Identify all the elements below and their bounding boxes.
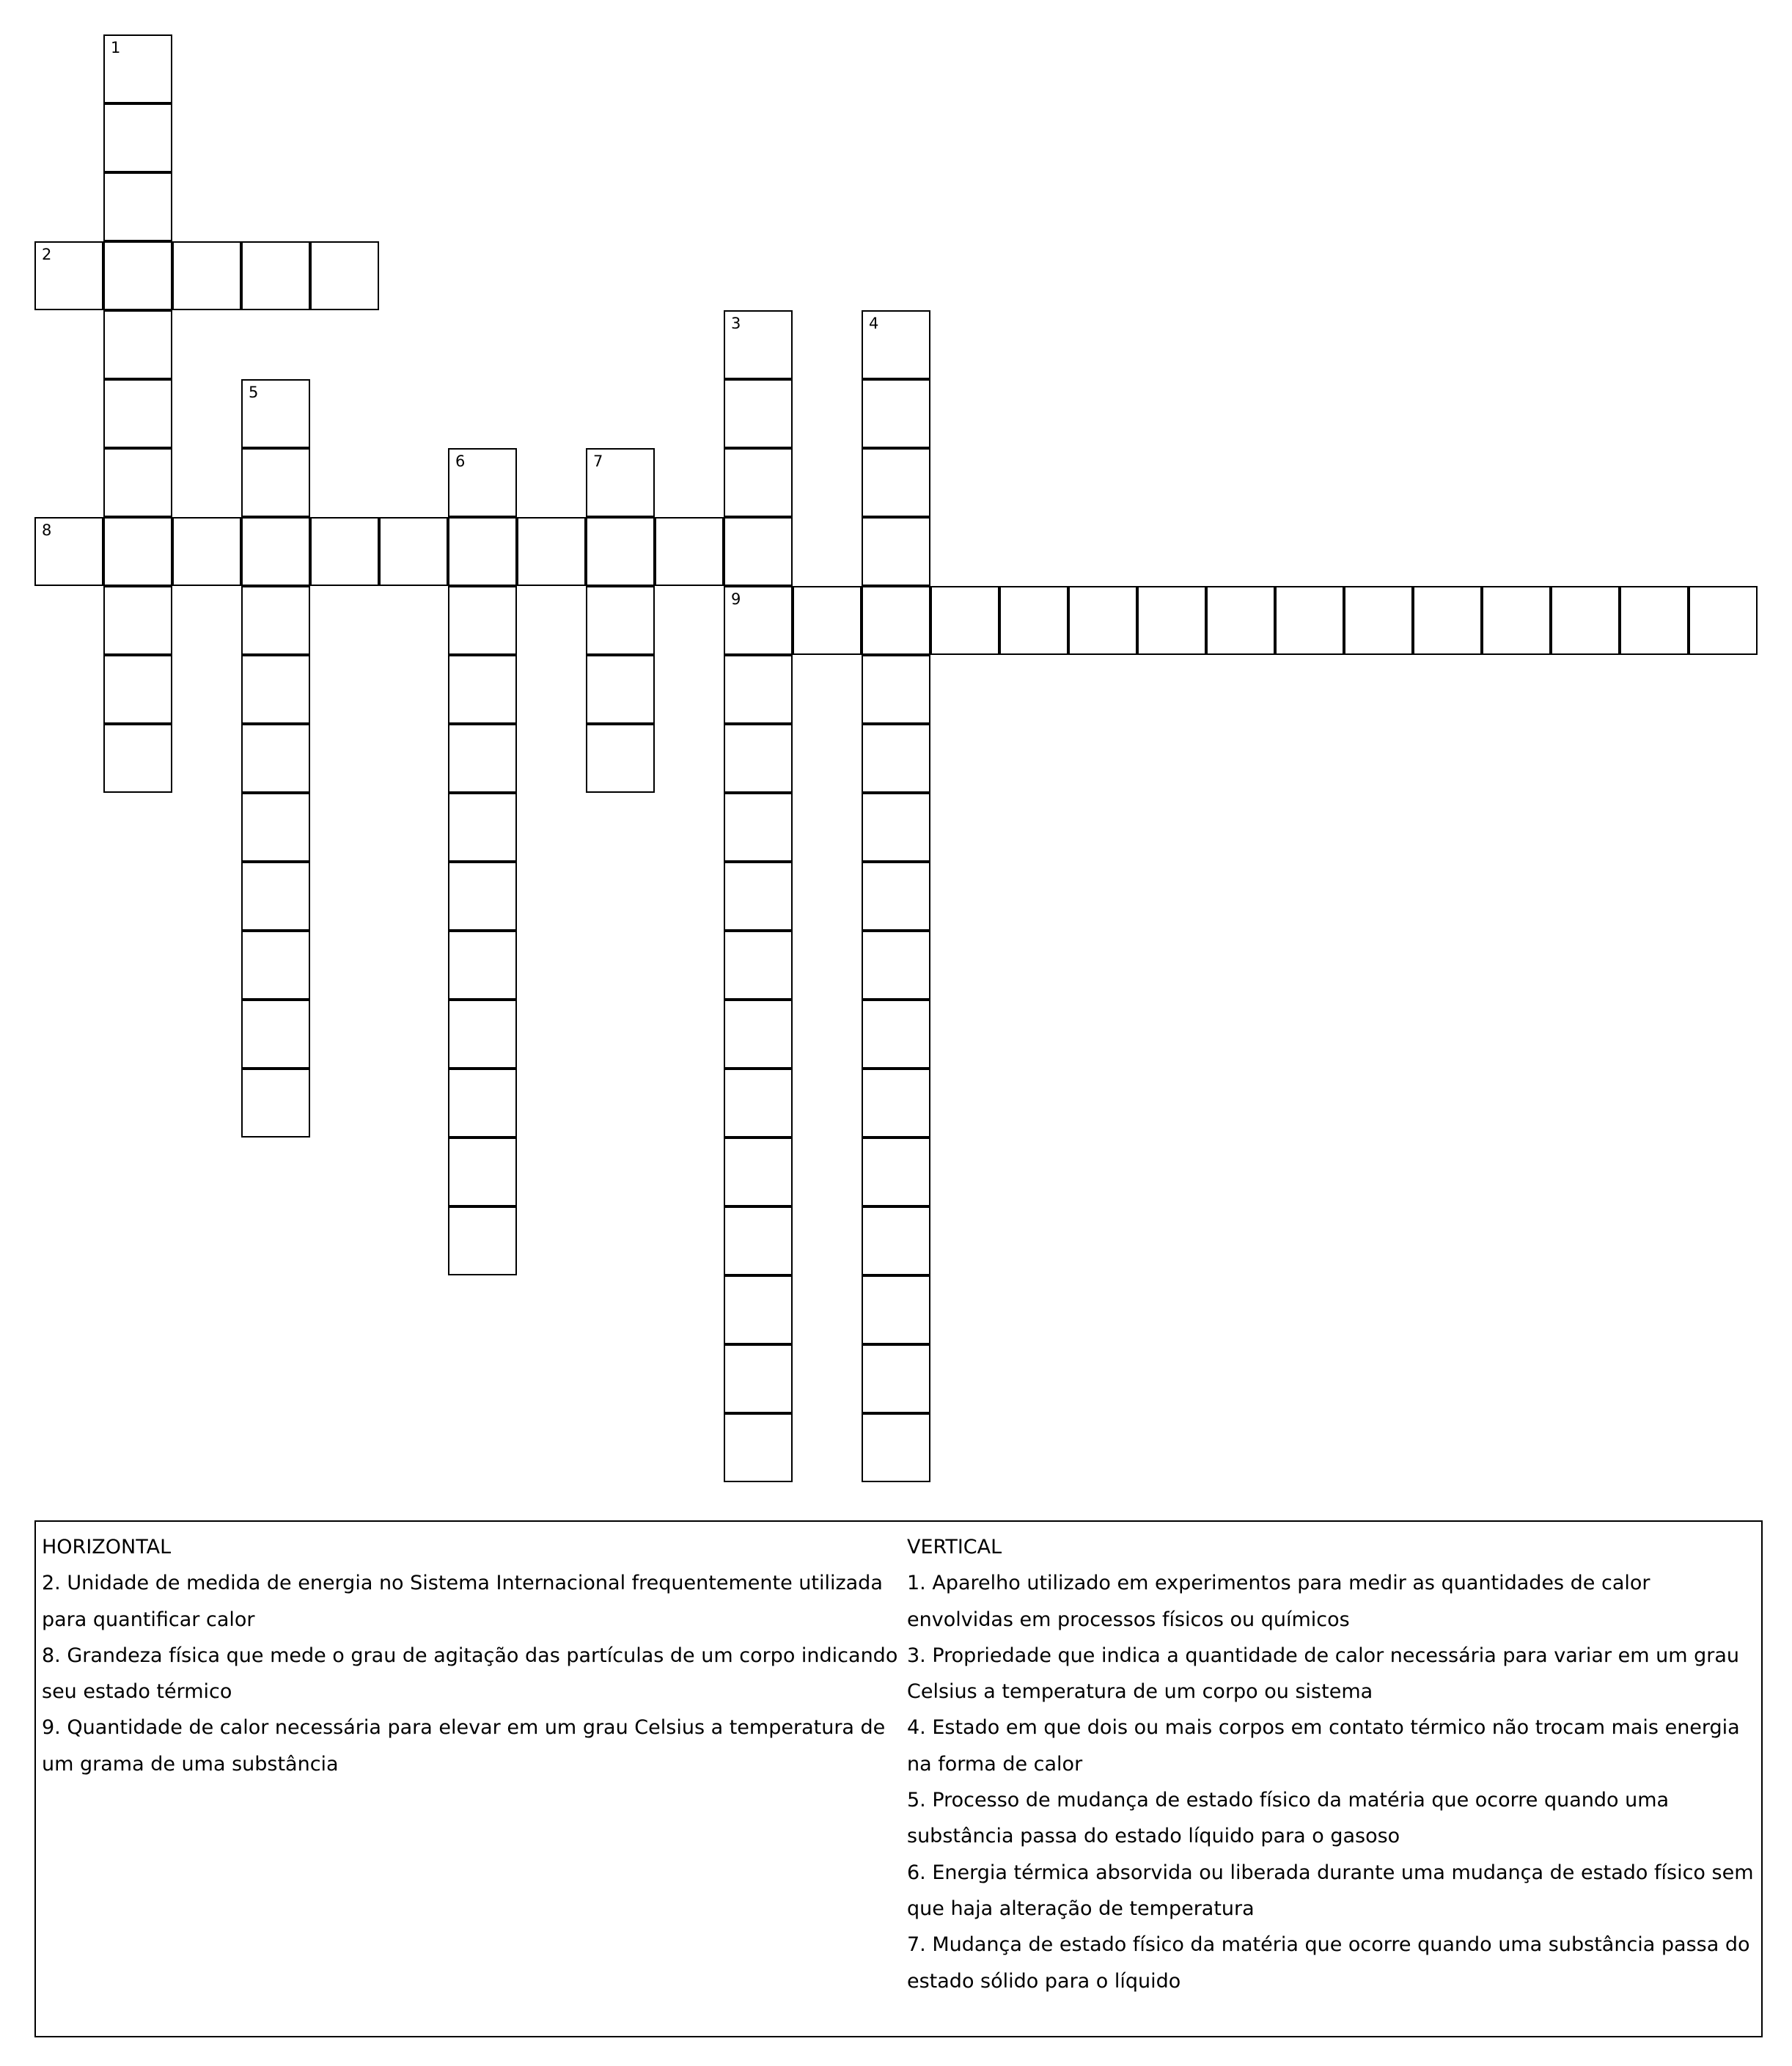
grid-cell[interactable] [1689, 586, 1758, 655]
grid-cell[interactable] [241, 793, 310, 862]
grid-cell[interactable] [586, 655, 655, 724]
grid-cell[interactable] [379, 517, 448, 586]
grid-cell[interactable] [103, 655, 172, 724]
grid-cell[interactable] [241, 517, 310, 586]
grid-cell[interactable] [241, 1000, 310, 1069]
grid-cell[interactable] [862, 586, 930, 655]
grid-cell[interactable] [724, 655, 793, 724]
grid-cell[interactable] [172, 517, 241, 586]
grid-cell[interactable] [103, 517, 172, 586]
grid-cell[interactable] [448, 1206, 517, 1275]
grid-cell[interactable] [1206, 586, 1275, 655]
grid-cell[interactable] [655, 517, 724, 586]
grid-cell[interactable] [448, 448, 517, 517]
grid-cell[interactable] [241, 586, 310, 655]
grid-cell[interactable] [448, 1000, 517, 1069]
across-clue-2: 2. Unidade de medida de energia no Sistema Internacional frequentemente utilizada para quantificar calor [42, 1572, 883, 1631]
grid-cell[interactable] [862, 655, 930, 724]
across-clues [42, 1529, 900, 1782]
cell-number: 3 [731, 315, 741, 332]
grid-cell[interactable] [999, 586, 1068, 655]
down-clue-7: 7. Mudança de estado físico da matéria que ocorre quando uma substância passa do estado sólido para o líquido [907, 1933, 1750, 1993]
grid-cell[interactable] [724, 724, 793, 793]
grid-cell[interactable] [517, 517, 586, 586]
grid-cell[interactable] [241, 931, 310, 1000]
grid-cell[interactable] [724, 1138, 793, 1206]
grid-cell[interactable] [172, 241, 241, 310]
grid-cell[interactable] [103, 724, 172, 793]
grid-cell[interactable] [586, 517, 655, 586]
grid-cell[interactable] [930, 586, 999, 655]
grid-cell[interactable] [862, 793, 930, 862]
grid-cell[interactable] [862, 310, 930, 379]
grid-cell[interactable] [862, 1138, 930, 1206]
grid-cell[interactable] [724, 1413, 793, 1482]
cell-number: 6 [455, 453, 466, 470]
grid-cell[interactable] [724, 1000, 793, 1069]
grid-cell[interactable] [310, 241, 379, 310]
grid-cell[interactable] [724, 517, 793, 586]
grid-cell[interactable] [724, 793, 793, 862]
grid-cell[interactable] [862, 379, 930, 448]
grid-cell[interactable] [448, 1069, 517, 1138]
grid-cell[interactable] [103, 310, 172, 379]
grid-cell[interactable] [862, 1206, 930, 1275]
grid-cell[interactable] [724, 1344, 793, 1413]
grid-cell[interactable] [862, 1344, 930, 1413]
grid-cell[interactable] [241, 862, 310, 931]
grid-cell[interactable] [1482, 586, 1551, 655]
grid-cell[interactable] [862, 862, 930, 931]
grid-cell[interactable] [103, 379, 172, 448]
grid-cell[interactable] [862, 1413, 930, 1482]
grid-cell[interactable] [724, 586, 793, 655]
grid-cell[interactable] [724, 379, 793, 448]
grid-cell[interactable] [241, 1069, 310, 1138]
grid-cell[interactable] [241, 379, 310, 448]
grid-cell[interactable] [862, 724, 930, 793]
cell-number: 2 [42, 246, 52, 263]
down-clues [907, 1529, 1758, 1999]
grid-cell[interactable] [241, 448, 310, 517]
grid-cell[interactable] [862, 1069, 930, 1138]
cell-number: 4 [869, 315, 879, 332]
cell-number: 8 [42, 521, 52, 539]
grid-cell[interactable] [724, 931, 793, 1000]
grid-cell[interactable] [103, 172, 172, 241]
grid-cell[interactable] [103, 241, 172, 310]
cell-number: 9 [731, 590, 741, 608]
down-heading: VERTICAL [907, 1536, 1002, 1558]
grid-cell[interactable] [34, 517, 103, 586]
grid-cell[interactable] [1068, 586, 1137, 655]
grid-cell[interactable] [448, 931, 517, 1000]
grid-cell[interactable] [34, 241, 103, 310]
across-clue-9: 9. Quantidade de calor necessária para elevar em um grau Celsius a temperatura de um grama de uma substância [42, 1716, 886, 1776]
down-clue-4: 4. Estado em que dois ou mais corpos em contato térmico não trocam mais energia na forma de calor [907, 1716, 1740, 1776]
grid-cell[interactable] [1137, 586, 1206, 655]
grid-cell[interactable] [1275, 586, 1344, 655]
grid-cell[interactable] [724, 1069, 793, 1138]
grid-cell[interactable] [862, 931, 930, 1000]
grid-cell[interactable] [103, 448, 172, 517]
grid-cell[interactable] [448, 586, 517, 655]
cell-number: 7 [593, 453, 603, 470]
grid-cell[interactable] [448, 655, 517, 724]
cell-number: 1 [111, 39, 121, 56]
grid-cell[interactable] [448, 862, 517, 931]
grid-cell[interactable] [103, 586, 172, 655]
grid-cell[interactable] [862, 1000, 930, 1069]
grid-cell[interactable] [862, 1275, 930, 1344]
down-clue-3: 3. Propriedade que indica a quantidade de calor necessária para variar em um grau Celsius a temperatura de um corpo ou sistema [907, 1644, 1740, 1704]
grid-cell[interactable] [1413, 586, 1482, 655]
grid-cell[interactable] [103, 103, 172, 172]
grid-cell[interactable] [793, 586, 862, 655]
grid-cell[interactable] [310, 517, 379, 586]
grid-cell[interactable] [241, 241, 310, 310]
across-heading: HORIZONTAL [42, 1536, 172, 1558]
grid-cell[interactable] [724, 448, 793, 517]
grid-cell[interactable] [1620, 586, 1689, 655]
grid-cell[interactable] [1551, 586, 1620, 655]
grid-cell[interactable] [241, 724, 310, 793]
clue-box [34, 1520, 1763, 2037]
down-clue-6: 6. Energia térmica absorvida ou liberada durante uma mudança de estado físico sem que haja alteração de temperatura [907, 1861, 1754, 1920]
grid-cell[interactable] [586, 586, 655, 655]
grid-cell[interactable] [448, 724, 517, 793]
grid-cell[interactable] [862, 517, 930, 586]
grid-cell[interactable] [448, 1138, 517, 1206]
grid-cell[interactable] [724, 310, 793, 379]
grid-cell[interactable] [241, 655, 310, 724]
grid-cell[interactable] [724, 1206, 793, 1275]
down-clue-5: 5. Processo de mudança de estado físico da matéria que ocorre quando uma substância passa do estado líquido para o gasoso [907, 1789, 1670, 1848]
grid-cell[interactable] [1344, 586, 1413, 655]
grid-cell[interactable] [724, 862, 793, 931]
grid-cell[interactable] [862, 448, 930, 517]
grid-cell[interactable] [103, 34, 172, 103]
grid-cell[interactable] [724, 1275, 793, 1344]
grid-cell[interactable] [586, 448, 655, 517]
grid-cell[interactable] [448, 517, 517, 586]
grid-cell[interactable] [586, 724, 655, 793]
across-clue-8: 8. Grandeza física que mede o grau de agitação das partículas de um corpo indicando seu estado térmico [42, 1644, 898, 1704]
grid-cell[interactable] [448, 793, 517, 862]
down-clue-1: 1. Aparelho utilizado em experimentos para medir as quantidades de calor envolvidas em processos físicos ou químicos [907, 1572, 1650, 1631]
cell-number: 5 [249, 384, 259, 401]
